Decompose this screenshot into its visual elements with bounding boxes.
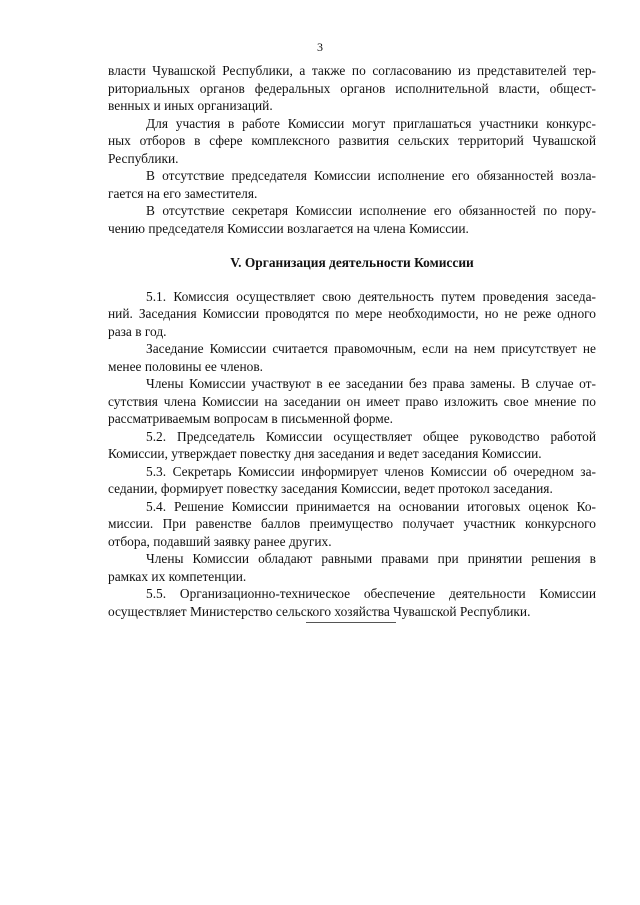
text-line: 5.1. Комиссия осуществляет свою деятельность путем проведения заседа- [146,288,596,304]
text-line: рассматриваемым вопросам в письменной форме. [108,411,394,426]
paragraph [108,463,596,498]
text-line: менее половины ее членов. [108,358,264,374]
text-line: отбора, подавший заявку ранее других. [108,533,332,549]
top-paragraphs [108,62,596,237]
text-line: В отсутствие секретаря Комиссии исполнение его обязанностей по пору- [146,203,596,218]
text-line: Республики. [108,150,179,166]
text-line: В отсутствие председателя Комиссии исполнение его обязанностей возла- [146,168,596,183]
paragraph [108,62,596,115]
text-line: миссии. При равенстве баллов преимущество получает участник конкурсного [108,516,596,531]
text-line: седании, формирует повестку заседания Комиссии, ведет протокол заседания. [108,481,553,496]
paragraph [108,585,596,620]
section-heading: V. Организация деятельности Комиссии [230,255,474,270]
section-paragraphs [108,288,596,621]
text-line: 5.2. Председатель Комиссии осуществляет общее руководство работой [146,428,596,444]
text-line: осуществляет Министерство сельского хозяйства Чувашской Республики. [108,603,531,619]
text-line: риториальных органов федеральных органов исполнительной власти, общест- [108,80,596,96]
text-line: Заседание Комиссии считается правомочным, если на нем присутствует не [146,341,596,356]
text-line: ний. Заседания Комиссии проводятся по мере необходимости, но не реже одного [108,306,596,321]
text-line: 5.4. Решение Комиссии принимается на основании итоговых оценок Ко- [146,498,596,514]
text-line: раза в год. [108,323,167,339]
text-line: рамках их компетенции. [108,568,247,584]
paragraph [108,340,596,375]
document-body [108,62,596,620]
text-line: ных отборов в сфере комплексного развития сельских территорий Чувашской [108,133,596,148]
paragraph [108,498,596,551]
text-line: венных и иных организаций. [108,98,273,113]
text-line: 5.3. Секретарь Комиссии информирует членов Комиссии об очередном за- [146,463,596,479]
text-line: Члены Комиссии участвуют в ее заседании без права замены. В случае от- [146,376,596,391]
paragraph [108,167,596,202]
text-line: чению председателя Комиссии возлагается на члена Комиссии. [108,220,469,236]
page-number: 3 [317,40,323,54]
text-line: гается на его заместителя. [108,185,258,201]
end-separator-line [306,622,396,623]
text-line: власти Чувашской Республики, а также по согласованию из представителей тер- [108,63,596,78]
text-line: Члены Комиссии обладают равными правами при принятии решения в [146,551,596,566]
paragraph [108,115,596,168]
text-line: Комиссии, утверждает повестку дня заседания и ведет заседания Комиссии. [108,446,542,461]
paragraph [108,202,596,237]
text-line: Для участия в работе Комиссии могут приглашаться участники конкурс- [146,115,596,131]
paragraph [108,288,596,341]
paragraph [108,428,596,463]
paragraph [108,550,596,585]
paragraph [108,375,596,428]
text-line: сутствия члена Комиссии на заседании он имеет право изложить свое мнение по [108,393,596,409]
text-line: 5.5. Организационно-техническое обеспечение деятельности Комиссии [146,586,596,601]
